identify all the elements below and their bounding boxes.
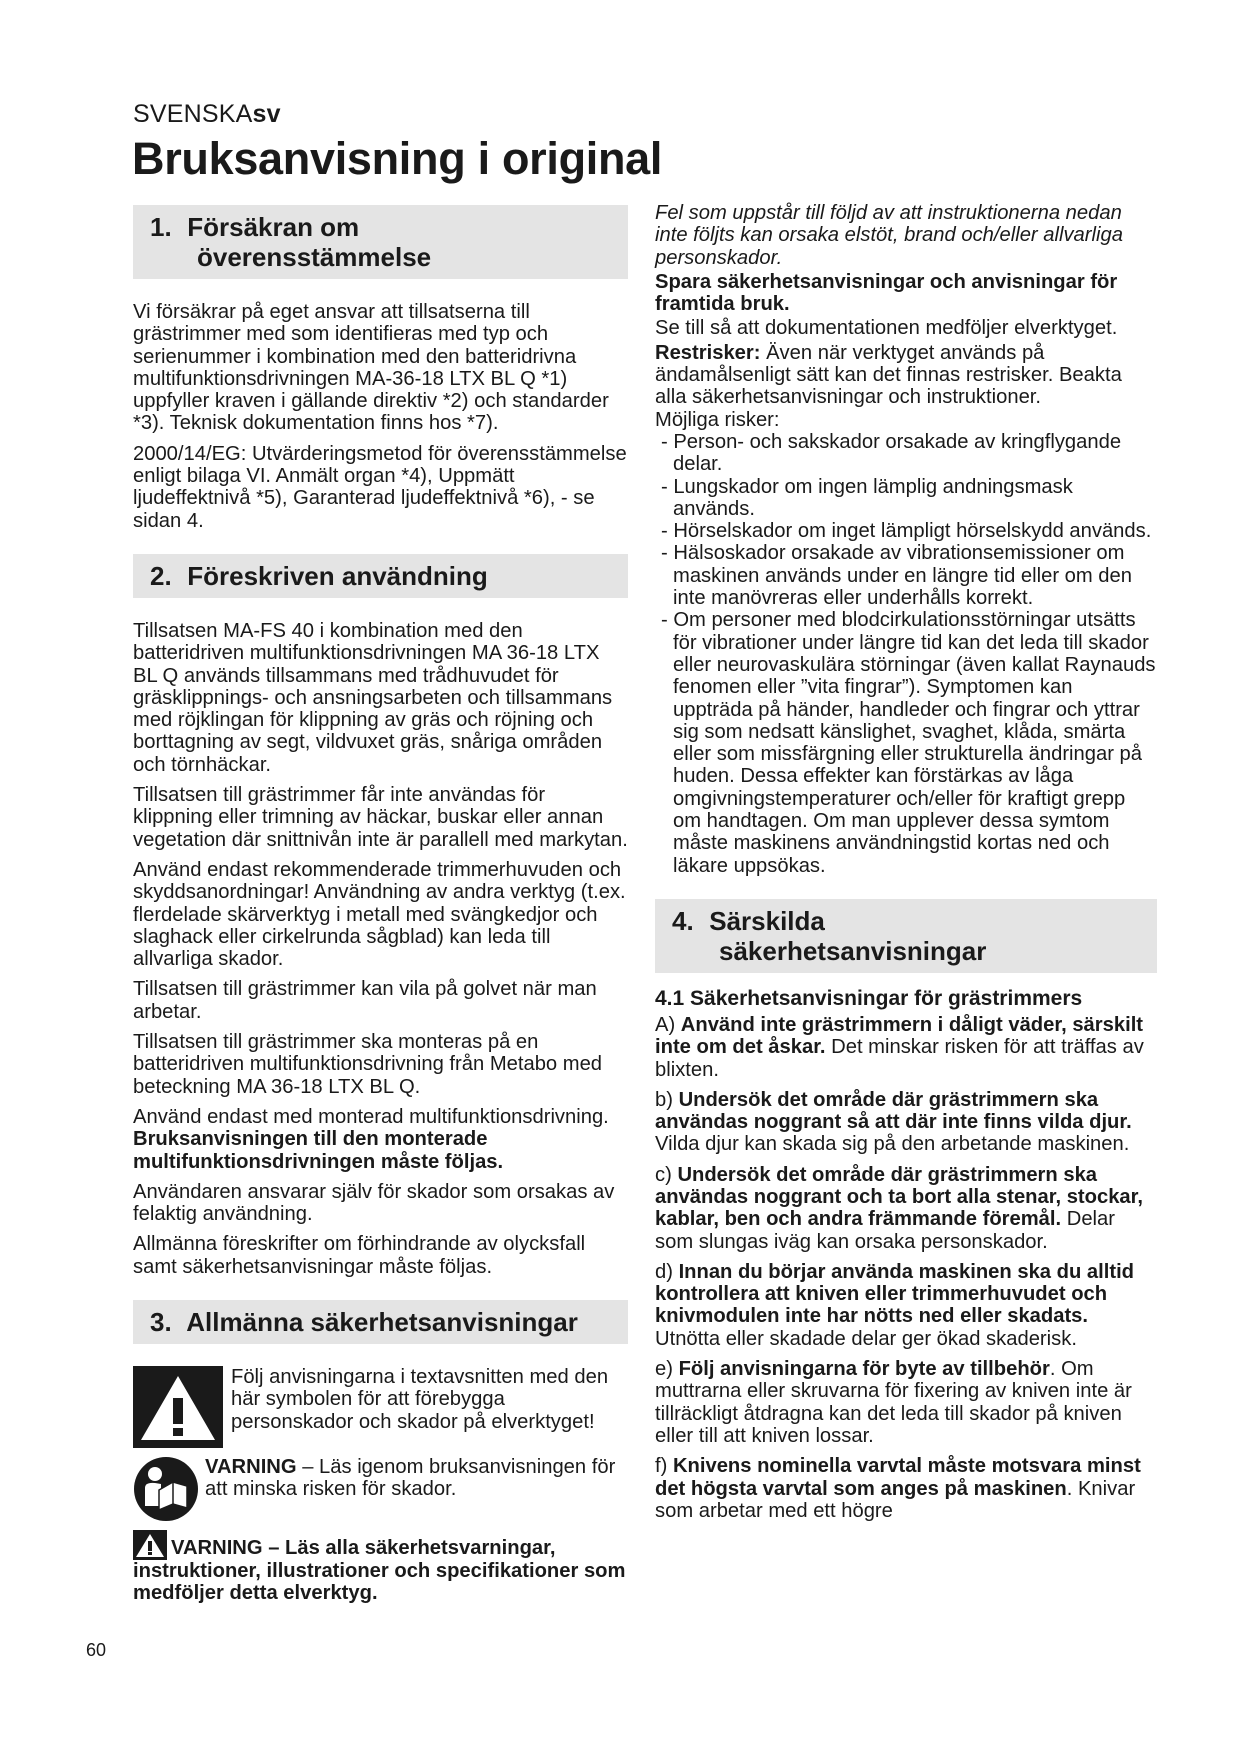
section-title-line1: Särskilda <box>709 905 825 936</box>
warning-symbol-note <box>133 1366 628 1448</box>
item-letter: A) <box>655 1013 681 1036</box>
paragraph: Användaren ansvarar själv för skador som orsakas av felaktig användning. <box>133 1180 615 1226</box>
paragraph: Tillsatsen till grästrimmer ska monteras på en batteridriven multifunktionsdrivning från Metabo med beteckning MA 36-18 LTX BL Q. <box>133 1031 603 1098</box>
section-number: 3. <box>150 1306 172 1337</box>
paragraph: Tillsatsen MA-FS 40 i kombination med den batteridriven multifunktionsdrivningen MA 36-18 LTX BL Q används tillsammans med trådhuvudet för gräsklippnings- och ansningsarbeten och tillsammans med röjklingan för klippning av gräs och röjning och borttagning av segt, vildvuxet gräs, snåriga områden och törnhäckar. <box>133 619 613 776</box>
item-bold: Innan du börjar använda maskinen ska du alltid kontrollera att kniven eller trimmerhuvudet och knivmodulen inte har nötts ned eller skadats. <box>655 1260 1135 1328</box>
safety-item-c <box>655 1164 1157 1253</box>
item-letter: b) <box>655 1088 679 1111</box>
safety-item-e <box>655 1358 1157 1447</box>
section-title: Föreskriven användning <box>187 560 488 591</box>
section-4-heading <box>655 899 1157 973</box>
item-bold: Använd inte grästrimmern i dåligt väder, särskilt inte om det åskar. <box>655 1013 1144 1059</box>
list-item: - Hälsoskador orsakade av vibrationsemissioner om maskinen används under en längre tid eller om den inte manövreras eller underhålls korrekt. <box>661 542 1132 610</box>
language-code: sv <box>252 100 281 128</box>
list-item: - Hörselskador om inget lämpligt hörselskydd används. <box>661 520 1152 543</box>
rest-risks <box>655 342 1157 409</box>
language-name: SVENSKA <box>133 100 253 128</box>
item-text: Utnötta eller skadade delar ger ökad skaderisk. <box>655 1327 1077 1350</box>
warning-label: VARNING <box>205 1455 297 1478</box>
page-number: 60 <box>86 1640 107 1660</box>
section-number: 1. <box>150 212 172 242</box>
item-letter: f) <box>655 1455 673 1478</box>
section-1-heading <box>133 205 628 279</box>
warning-triangle-small-icon <box>133 1530 167 1560</box>
paragraph: Tillsatsen till grästrimmer kan vila på golvet när man arbetar. <box>133 978 597 1023</box>
right-column <box>655 202 1157 1530</box>
risks-label: Möjliga risker: <box>655 408 780 431</box>
paragraph-bold: Bruksanvisningen till den monterade multifunktionsdrivningen måste följas. <box>133 1128 504 1173</box>
paragraph <box>133 1106 628 1173</box>
safety-item-a <box>655 1014 1157 1081</box>
item-bold: Undersök det område där grästrimmern ska användas noggrant och ta bort alla stenar, stockar, kablar, ben och andra främmande föremål. <box>655 1163 1144 1231</box>
warning-all-safety <box>133 1530 628 1605</box>
item-letter: e) <box>655 1358 679 1381</box>
item-bold: Knivens nominella varvtal måste motsvara minst det högsta varvtal som anges på maskinen <box>655 1455 1141 1500</box>
list-item: - Om personer med blodcirkulationsstörningar utsätts för vibrationer under längre tid kan det leda till skador eller neurovaskulära störningar (även kallat Raynauds fenomen eller ”vita fingrar”). Symptomen kan uppträda på händer, handleder och fingrar och yttrar sig som nedsatt känslighet, svaghet, klåda, smärta eller som missfärgning eller strukturella ändringar på huden. Dessa effekter kan förstärkas av låga omgivningstemperaturer och/eller för kraftigt grepp om handtagen. Om man upplever dessa symtom måste maskinens användningstid kortas ned och läkare uppsökas. <box>661 609 1156 877</box>
item-text: Det minskar risken för att träffas av blixten. <box>655 1036 1144 1081</box>
page-title: Bruksanvisning i original <box>132 133 663 184</box>
warning-read-manual-text <box>205 1456 628 1501</box>
read-manual-icon <box>133 1456 199 1522</box>
safety-item-d <box>655 1261 1157 1350</box>
section-title: Allmänna säkerhetsanvisningar <box>186 1306 578 1337</box>
save-instructions: Spara säkerhetsanvisningar och anvisningar för framtida bruk. <box>655 270 1118 316</box>
paragraph: Vi försäkrar på eget ansvar att tillsatserna till grästrimmer med som identifieras med typ och serienummer i kombination med den batteridrivna multifunktionsdrivningen MA-36-18 LTX BL Q *1) uppfyller kraven i gällande direktiv *2) och standarder *3). Teknisk dokumentation finns hos *7). <box>133 301 609 435</box>
list-item: - Lungskador om ingen lämplig andningsmask används. <box>661 475 1073 520</box>
safety-item-f <box>655 1455 1157 1522</box>
item-text: . Om muttrarna eller skruvarna för fixering av kniven inte är tillräckligt åtdragna kan det leda till skador på kniven eller till att kniven lossar. <box>655 1358 1132 1447</box>
paragraph: Allmänna föreskrifter om förhindrande av olycksfall samt säkerhetsanvisningar måste följas. <box>133 1233 586 1278</box>
warning-text: – Läs igenom bruksanvisningen för att minska risken för skador. <box>205 1455 616 1501</box>
section-3-heading <box>133 1300 628 1344</box>
section-2-heading <box>133 554 628 598</box>
item-letter: c) <box>655 1163 678 1186</box>
paragraph-text: Använd endast med monterad multifunktionsdrivning. <box>133 1105 609 1128</box>
symbol-note-text: Följ anvisningarna i textavsnitten med den här symbolen för att förebygga personskador och skador på elverktyget! <box>231 1365 609 1433</box>
item-letter: d) <box>655 1260 679 1283</box>
warning-all-text: VARNING – Läs alla säkerhetsvarningar, instruktioner, illustrationer och specifikationer som medföljer detta elverktyg. <box>133 1536 626 1605</box>
paragraph: 2000/14/EG: Utvärderingsmetod för överensstämmelse enligt bilaga VI. Anmält organ *4), Uppmätt ljudeffektnivå *5), Garanterad ljudeffektnivå *6), - se sidan 4. <box>133 442 627 532</box>
subsection-heading: 4.1 Säkerhetsanvisningar för grästrimmers <box>655 986 1083 1010</box>
paragraph: Tillsatsen till grästrimmer får inte användas för klippning eller trimning av häckar, buskar eller annan vegetation där snittnivån inte är parallell med markytan. <box>133 784 628 851</box>
item-text: . Knivar som arbetar med ett högre <box>655 1477 1136 1522</box>
paragraph: Använd endast rekommenderade trimmerhuvuden och skyddsanordningar! Användning av andra verktyg (t.ex. flerdelade skärverktyg i metall med svängkedjor och slaghack eller cirkelrunda sågblad) kan leda till allvarliga skador. <box>133 858 626 971</box>
item-text: Vilda djur kan skada sig på den arbetande maskinen. <box>655 1133 1130 1156</box>
warning-read-manual <box>133 1456 628 1522</box>
section-number: 2. <box>150 560 172 591</box>
section-title-line2: säkerhetsanvisningar <box>719 935 987 966</box>
documentation-note: Se till så att dokumentationen medföljer elverktyget. <box>655 317 1118 340</box>
list-item: - Person- och sakskador orsakade av kringflygande delar. <box>661 430 1122 476</box>
left-column <box>133 205 628 1613</box>
item-bold: Följ anvisningarna för byte av tillbehör <box>678 1358 1050 1381</box>
section-title-line2: överensstämmelse <box>197 242 432 272</box>
rest-risks-label: Restrisker: <box>655 341 761 364</box>
italic-warning: Fel som uppstår till följd av att instruktionerna nedan inte följts kan orsaka elstöt, brand och/eller allvarliga personskador. <box>655 202 1123 269</box>
safety-item-b <box>655 1089 1157 1156</box>
rest-risks-text: Även när verktyget används på ändamålsenligt sätt kan det finnas restrisker. Beakta alla säkerhetsanvisningar och instruktioner. <box>655 341 1122 409</box>
item-text: Delar som slungas iväg kan orsaka personskador. <box>655 1208 1115 1253</box>
language-label <box>133 100 281 129</box>
item-bold: Undersök det område där grästrimmern ska användas noggrant så att där inte finns vilda djur. <box>655 1088 1132 1134</box>
risk-list <box>655 431 1157 877</box>
section-number: 4. <box>672 905 694 936</box>
warning-triangle-icon <box>133 1366 223 1448</box>
section-title-line1: Försäkran om <box>187 212 360 242</box>
